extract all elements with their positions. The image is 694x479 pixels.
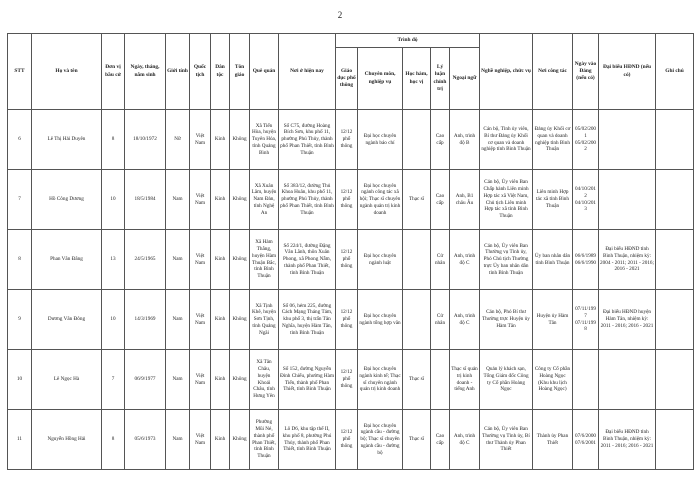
- header-nationality: Quốc tịch: [190, 34, 211, 110]
- table-row: [8, 290, 694, 350]
- nationality-cell: Việt Nam: [190, 110, 211, 170]
- political-theory-cell: Cao cấp: [431, 410, 450, 470]
- general-education-cell: 12/12 phổ thông: [336, 170, 358, 230]
- stt-cell: 9: [8, 290, 32, 350]
- header-gender: Giới tính: [166, 34, 190, 110]
- academic-degree-cell: Thạc sĩ: [403, 170, 431, 230]
- workplace-cell: Công ty Cổ phần Hoàng Ngọc (Khu khu lịch Hoàng Ngọc): [533, 350, 573, 410]
- electoral-unit-cell: 8: [102, 410, 125, 470]
- nationality-cell: Việt Nam: [190, 290, 211, 350]
- general-education-cell: 12/12 phổ thông: [336, 410, 358, 470]
- electoral-unit-cell: 7: [102, 350, 125, 410]
- ethnicity-cell: Kinh: [211, 290, 230, 350]
- hometown-cell: Xã Hàm Thắng, huyện Hàm Thuận Bắc, tỉnh Bình Thuận: [250, 230, 279, 290]
- ethnicity-cell: Kinh: [211, 410, 230, 470]
- religion-cell: Không: [230, 110, 250, 170]
- header-political-theory: Lý luận chính trị: [431, 48, 450, 110]
- table-row: [8, 110, 694, 170]
- academic-degree-cell: [403, 230, 431, 290]
- foreign-language-cell: Anh, B1 châu Âu: [450, 170, 480, 230]
- foreign-language-cell: Anh, trình độ C: [450, 290, 480, 350]
- general-education-cell: 12/12 phổ thông: [336, 290, 358, 350]
- party-date-cell: 07/6/2000 07/6/2001: [573, 410, 599, 470]
- stt-cell: 7: [8, 170, 32, 230]
- nationality-cell: Việt Nam: [190, 230, 211, 290]
- religion-cell: Không: [230, 350, 250, 410]
- general-education-cell: 12/12 phổ thông: [336, 230, 358, 290]
- academic-degree-cell: Thạc sĩ: [403, 350, 431, 410]
- table-row: [8, 170, 694, 230]
- nationality-cell: Việt Nam: [190, 170, 211, 230]
- table-row: [8, 410, 694, 470]
- party-date-cell: 07/11/1997 07/11/1998: [573, 290, 599, 350]
- notes-cell: [656, 230, 694, 290]
- ethnicity-cell: Kinh: [211, 350, 230, 410]
- birth-date-cell: 06/9/1977: [125, 350, 166, 410]
- header-ethnicity: Dân tộc: [211, 34, 230, 110]
- academic-degree-cell: [403, 110, 431, 170]
- hometown-cell: Xã Xuân Lâm, huyện Nam Đàn, tỉnh Nghệ An: [250, 170, 279, 230]
- header-hometown: Quê quán: [250, 34, 279, 110]
- birth-date-cell: 14/3/1969: [125, 290, 166, 350]
- political-theory-cell: Cử nhân: [431, 290, 450, 350]
- name-cell: Phan Văn Đăng: [32, 230, 102, 290]
- religion-cell: Không: [230, 290, 250, 350]
- header-residence: Nơi ở hiện nay: [279, 34, 336, 110]
- hometown-cell: Xã Tân Châu, huyện Khoái Châu, tỉnh Hưng Yên: [250, 350, 279, 410]
- foreign-language-cell: Anh, trình độ C: [450, 230, 480, 290]
- party-date-cell: [573, 350, 599, 410]
- residence-cell: Số 224/1, đường Đặng Văn Lãnh, thôn Xuân Phong, xã Phong Nẫm, thành phố Phan Thiết, tỉnh Bình Thuận: [279, 230, 336, 290]
- hometown-cell: Xã Tịnh Khê, huyện Sơn Tịnh, tỉnh Quảng Ngãi: [250, 290, 279, 350]
- religion-cell: Không: [230, 170, 250, 230]
- notes-cell: [656, 290, 694, 350]
- header-specialty: Chuyên môn, nghiệp vụ: [358, 48, 403, 110]
- gender-cell: Nam: [166, 350, 190, 410]
- electoral-unit-cell: 10: [102, 290, 125, 350]
- stt-cell: 10: [8, 350, 32, 410]
- workplace-cell: Ủy ban nhân dân tỉnh Bình Thuận: [533, 230, 573, 290]
- religion-cell: Không: [230, 410, 250, 470]
- header-name: Họ và tên: [32, 34, 102, 110]
- council-delegate-cell: [599, 110, 656, 170]
- stt-cell: 8: [8, 230, 32, 290]
- political-theory-cell: Cao cấp: [431, 170, 450, 230]
- gender-cell: Nữ: [166, 110, 190, 170]
- specialty-cell: Đại học chuyên ngành tổng hợp văn: [358, 290, 403, 350]
- residence-cell: Lô D6, khu tập thể II, khu phố 8, phường Phú Thủy, thành phố Phan Thiết, tỉnh Bình Thuận: [279, 410, 336, 470]
- electoral-unit-cell: 10: [102, 170, 125, 230]
- council-delegate-cell: Đại biểu HĐND huyện Hàm Tân, nhiệm kỳ: 2011 - 2016; 2016 - 2021: [599, 290, 656, 350]
- council-delegate-cell: Đại biểu HĐND tỉnh Bình Thuận, nhiệm kỳ: 2011 - 2016; 2016 - 2021: [599, 410, 656, 470]
- nationality-cell: Việt Nam: [190, 350, 211, 410]
- foreign-language-cell: Thạc sĩ quản trị kinh doanh - tiếng Anh: [450, 350, 480, 410]
- workplace-cell: Thành ủy Phan Thiết: [533, 410, 573, 470]
- header-occupation: Nghề nghiệp, chức vụ: [480, 34, 533, 110]
- party-date-cell: 05/02/2001 05/02/2002: [573, 110, 599, 170]
- occupation-cell: Cán bộ, Tỉnh ủy viên, Bí thư Đảng ủy Khối cơ quan và doanh nghiệp tỉnh Bình Thuận: [480, 110, 533, 170]
- academic-degree-cell: [403, 290, 431, 350]
- occupation-cell: Cán bộ, Ủy viên Ban Thường vụ Tỉnh ủy, Bí thư Thành ủy Phan Thiết: [480, 410, 533, 470]
- residence-cell: Số 152, đường Nguyễn Đình Chiểu, phường Hàm Tiến, thành phố Phan Thiết, tỉnh Bình Thuận: [279, 350, 336, 410]
- party-date-cell: 06/6/1989 06/6/1990: [573, 230, 599, 290]
- specialty-cell: Đại học chuyên ngành báo chí: [358, 110, 403, 170]
- header-education-group: Trình độ: [336, 34, 480, 48]
- header-foreign-language: Ngoại ngữ: [450, 48, 480, 110]
- table-row: [8, 230, 694, 290]
- name-cell: Dương Văn Đông: [32, 290, 102, 350]
- birth-date-cell: 18/10/1972: [125, 110, 166, 170]
- political-theory-cell: [431, 350, 450, 410]
- workplace-cell: Liên minh Hợp tác xã tỉnh Bình Thuận: [533, 170, 573, 230]
- name-cell: Hồ Công Dương: [32, 170, 102, 230]
- header-workplace: Nơi công tác: [533, 34, 573, 110]
- general-education-cell: 12/12 phổ thông: [336, 110, 358, 170]
- occupation-cell: Cán bộ, Phó Bí thư Thường trực Huyện ủy Hàm Tân: [480, 290, 533, 350]
- stt-cell: 6: [8, 110, 32, 170]
- religion-cell: Không: [230, 230, 250, 290]
- foreign-language-cell: Anh, trình độ C: [450, 410, 480, 470]
- residence-cell: Số 06, hẻm 225, đường Cách Mạng Tháng Tám, khu phố 3, thị trấn Tân Nghĩa, huyện Hàm Tân, tỉnh Bình Thuận: [279, 290, 336, 350]
- gender-cell: Nam: [166, 170, 190, 230]
- political-theory-cell: Cử nhân: [431, 230, 450, 290]
- candidate-table: [7, 33, 694, 470]
- specialty-cell: Đại học chuyên ngành kinh tế; Thạc sĩ chuyên ngành quản trị kinh doanh: [358, 350, 403, 410]
- residence-cell: Số 383/12, đường Thủ Khoa Huân, khu phố 11, phường Phú Thủy, thành phố Phan Thiết, tỉnh Bình Thuận: [279, 170, 336, 230]
- political-theory-cell: Cao cấp: [431, 110, 450, 170]
- notes-cell: [656, 410, 694, 470]
- header-academic-degree: Học hàm, học vị: [403, 48, 431, 110]
- specialty-cell: Đại học chuyên ngành cầu - đường bộ; Thạc sĩ chuyên ngành cầu - đường bộ: [358, 410, 403, 470]
- council-delegate-cell: [599, 170, 656, 230]
- party-date-cell: 04/10/2012 04/10/2013: [573, 170, 599, 230]
- notes-cell: [656, 350, 694, 410]
- general-education-cell: 12/12 phổ thông: [336, 350, 358, 410]
- header-stt: STT: [8, 34, 32, 110]
- ethnicity-cell: Kinh: [211, 230, 230, 290]
- name-cell: Lê Thị Hải Duyên: [32, 110, 102, 170]
- name-cell: Nguyễn Hồng Hải: [32, 410, 102, 470]
- stt-cell: 11: [8, 410, 32, 470]
- occupation-cell: Cán bộ, Ủy viên Ban Thường vụ Tỉnh ủy, Phó Chủ tịch Thường trực Ủy ban nhân dân tỉnh Bình Thuận: [480, 230, 533, 290]
- header-party-date: Ngày vào Đảng (nếu có): [573, 34, 599, 110]
- nationality-cell: Việt Nam: [190, 410, 211, 470]
- electoral-unit-cell: 8: [102, 110, 125, 170]
- gender-cell: Nam: [166, 410, 190, 470]
- gender-cell: Nam: [166, 290, 190, 350]
- header-general-education: Giáo dục phổ thông: [336, 48, 358, 110]
- notes-cell: [656, 170, 694, 230]
- academic-degree-cell: Thạc sĩ: [403, 410, 431, 470]
- ethnicity-cell: Kinh: [211, 170, 230, 230]
- hometown-cell: Xã Tiến Hòa, huyện Tuyên Hóa, tỉnh Quảng Bình: [250, 110, 279, 170]
- foreign-language-cell: Anh, trình độ B: [450, 110, 480, 170]
- residence-cell: Số C75, đường Hoàng Bích Sơn, khu phố 11, phường Phú Thủy, thành phố Phan Thiết, tỉnh Bình Thuận: [279, 110, 336, 170]
- name-cell: Lê Ngọc Hà: [32, 350, 102, 410]
- birth-date-cell: 05/6/1973: [125, 410, 166, 470]
- header-religion: Tôn giáo: [230, 34, 250, 110]
- occupation-cell: Quản lý khách sạn, Tổng Giám đốc Công ty Cổ phần Hoàng Ngọc: [480, 350, 533, 410]
- ethnicity-cell: Kinh: [211, 110, 230, 170]
- electoral-unit-cell: 13: [102, 230, 125, 290]
- workplace-cell: Đảng ủy Khối cơ quan và doanh nghiệp tỉnh Bình Thuận: [533, 110, 573, 170]
- gender-cell: Nam: [166, 230, 190, 290]
- specialty-cell: Đại học chuyên ngành luật: [358, 230, 403, 290]
- hometown-cell: Phường Mũi Né, thành phố Phan Thiết, tỉnh Bình Thuận: [250, 410, 279, 470]
- occupation-cell: Cán bộ, Ủy viên Ban Chấp hành Liên minh Hợp tác xã Việt Nam, Chủ tịch Liên minh Hợp tác xã tỉnh Bình Thuận: [480, 170, 533, 230]
- header-council-delegate: Đại biểu HĐND (nếu có): [599, 34, 656, 110]
- workplace-cell: Huyện ủy Hàm Tân: [533, 290, 573, 350]
- council-delegate-cell: Đại biểu HĐND tỉnh Bình Thuận, nhiệm kỳ: 2004 - 2011; 2011 - 2016; 2016 - 2021: [599, 230, 656, 290]
- notes-cell: [656, 110, 694, 170]
- header-electoral-unit: Đơn vị bầu cử: [102, 34, 125, 110]
- birth-date-cell: 18/5/1984: [125, 170, 166, 230]
- council-delegate-cell: [599, 350, 656, 410]
- header-notes: Ghi chú: [656, 34, 694, 110]
- birth-date-cell: 24/5/1965: [125, 230, 166, 290]
- page-number: 2: [337, 10, 343, 20]
- header-birth-date: Ngày, tháng, năm sinh: [125, 34, 166, 110]
- table-row: [8, 350, 694, 410]
- specialty-cell: Đại học chuyên ngành công tác xã hội; Thạc sĩ chuyên ngành quản trị kinh doanh: [358, 170, 403, 230]
